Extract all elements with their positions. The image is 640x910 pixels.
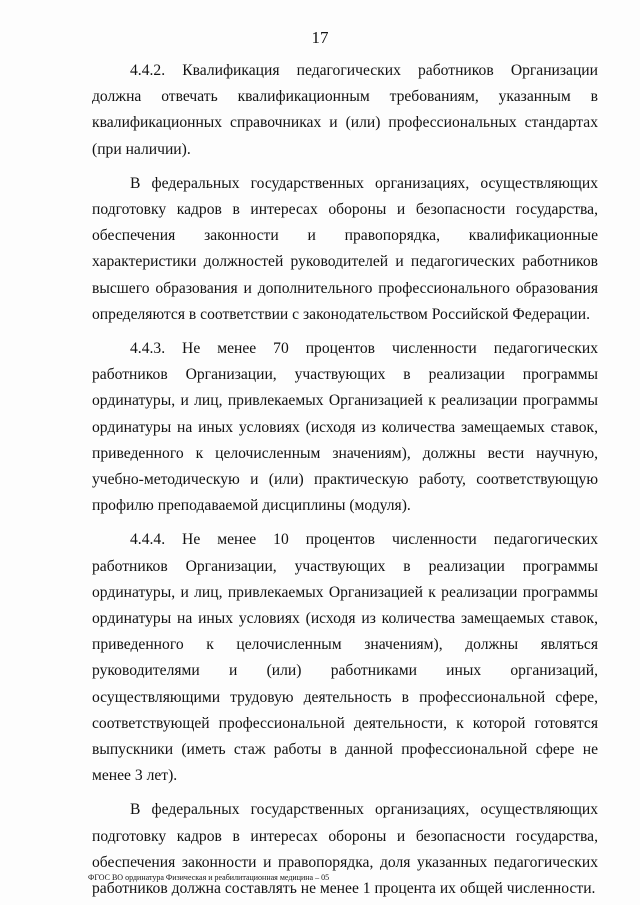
paragraph-4-4-2: 4.4.2. Квалификация педагогических работников Организации должна отвечать квалификационным требованиям, указанным в квалификационных справочниках и (или) профессиональных стандартах (при наличии). bbox=[92, 62, 598, 158]
paragraph-4-4-3: 4.4.3. Не менее 70 процентов численности педагогических работников Организации, участвующих в реализации программы ординатуры, и лиц, привлекаемых Организацией к реализации программы ординатуры на иных условиях (исходя из количества замещаемых ставок, приведенного к целочисленным значениям), должны вести научную, учебно-методическую и (или) практическую работу, соответствующую профилю преподаваемой дисциплины (модуля). bbox=[92, 340, 598, 515]
document-body bbox=[92, 58, 598, 910]
page-number: 17 bbox=[311, 28, 329, 47]
paragraph-federal-qualification: В федеральных государственных организациях, осуществляющих подготовку кадров в интересах обороны и безопасности государства, обеспечения законности и правопорядка, квалификационные характеристики должностей руководителей и педагогических работников высшего образования и дополнительного профессионального образования определяются в соответствии с законодательством Российской Федерации. bbox=[92, 174, 598, 323]
paragraph-federal-share: В федеральных государственных организациях, осуществляющих подготовку кадров в интересах обороны и безопасности государства, обеспечения законности и правопорядка, доля указанных педагогических работников должна составлять не менее 1 процента их общей численности. bbox=[92, 801, 598, 898]
paragraph-4-4-4: 4.4.4. Не менее 10 процентов численности педагогических работников Организации, участвующих в реализации программы ординатуры, и лиц, привлекаемых Организацией к реализации программы ординатуры на иных условиях (исходя из количества замещаемых ставок, приведенного к целочисленным значениям), должны являться руководителями и (или) работниками иных организаций, осуществляющими трудовую деятельность в профессиональной сфере, соответствующей профессиональной деятельности, к которой готовятся выпускники (иметь стаж работы в данной профессиональной сфере не менее 3 лет). bbox=[92, 531, 598, 785]
page-footer: ФГОС ВО ординатура Физическая и реабилитационная медицина – 05 bbox=[88, 873, 330, 882]
